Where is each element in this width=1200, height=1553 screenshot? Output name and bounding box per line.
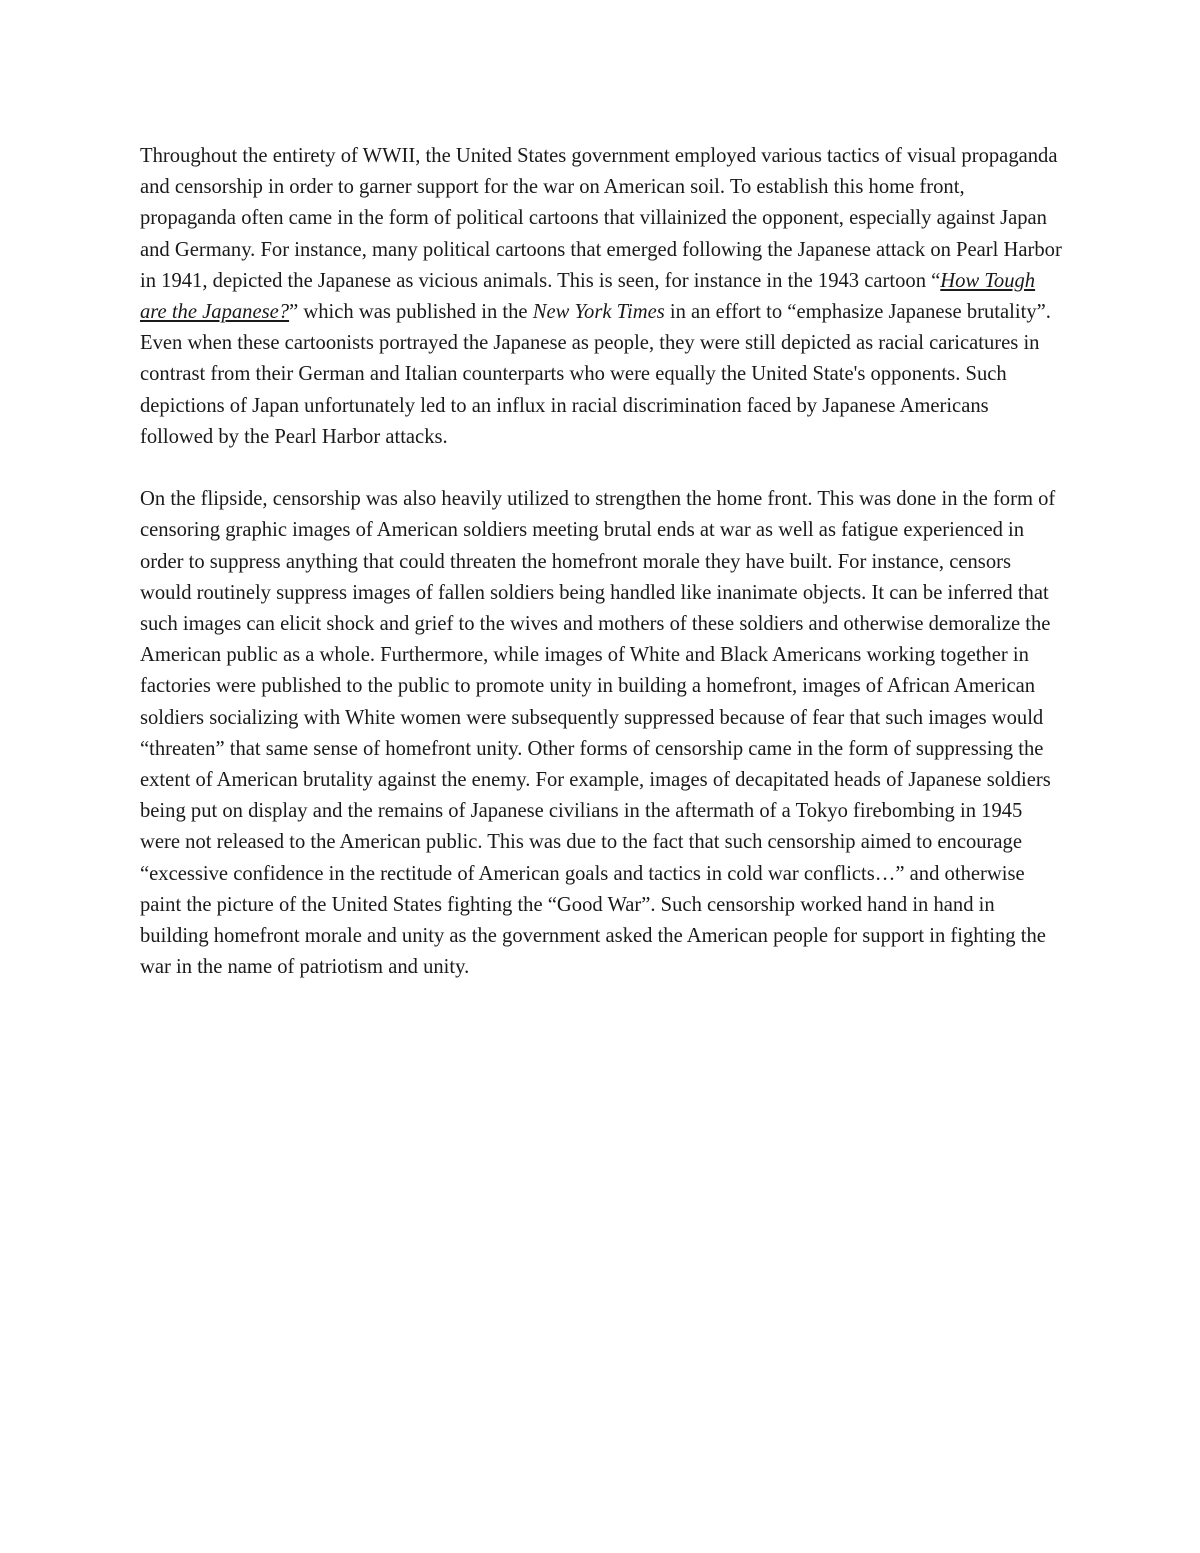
- paragraph-1-text-b: ” which was published in the: [289, 301, 533, 324]
- paragraph-propaganda: [140, 141, 1065, 453]
- paragraph-1-text-c: in an effort to “emphasize Japanese brutality”. Even when these cartoonists portrayed the Japanese as people, they were still depicted as racial caricatures in contrast from their German and Italian counterparts who were equally the United State's opponents. Such depictions of Japan unfortunately led to an influx in racial discrimination faced by Japanese Americans followed by the Pearl Harbor attacks.: [140, 301, 1051, 448]
- publication-name: New York Times: [532, 301, 665, 324]
- paragraph-1-text-a: Throughout the entirety of WWII, the United States government employed various tactics of visual propaganda and censorship in order to garner support for the war on American soil. To establish this home front, propaganda often came in the form of political cartoons that villainized the opponent, especially against Japan and Germany. For instance, many political cartoons that emerged following the Japanese attack on Pearl Harbor in 1941, depicted the Japanese as vicious animals. This is seen, for instance in the 1943 cartoon “: [140, 145, 1062, 292]
- document-body: [140, 141, 1065, 983]
- paragraph-censorship: On the flipside, censorship was also heavily utilized to strengthen the home front. This was done in the form of censoring graphic images of American soldiers meeting brutal ends at war as well as fatigue experienced in order to suppress anything that could threaten the homefront morale they have built. For instance, censors would routinely suppress images of fallen soldiers being handled like inanimate objects. It can be inferred that such images can elicit shock and grief to the wives and mothers of these soldiers and otherwise demoralize the American public as a whole. Furthermore, while images of White and Black Americans working together in factories were published to the public to promote unity in building a homefront, images of African American soldiers socializing with White women were subsequently suppressed because of fear that such images would “threaten” that same sense of homefront unity. Other forms of censorship came in the form of suppressing the extent of American brutality against the enemy. For example, images of decapitated heads of Japanese soldiers being put on display and the remains of Japanese civilians in the aftermath of a Tokyo firebombing in 1945 were not released to the American public. This was due to the fact that such censorship aimed to encourage “excessive confidence in the rectitude of American goals and tactics in cold war conflicts…” and otherwise paint the picture of the United States fighting the “Good War”. Such censorship worked hand in hand in building homefront morale and unity as the government asked the American people for support in fighting the war in the name of patriotism and unity.: [140, 488, 1056, 979]
- cartoon-title-link[interactable]: How Tough are the Japanese?: [140, 269, 1036, 324]
